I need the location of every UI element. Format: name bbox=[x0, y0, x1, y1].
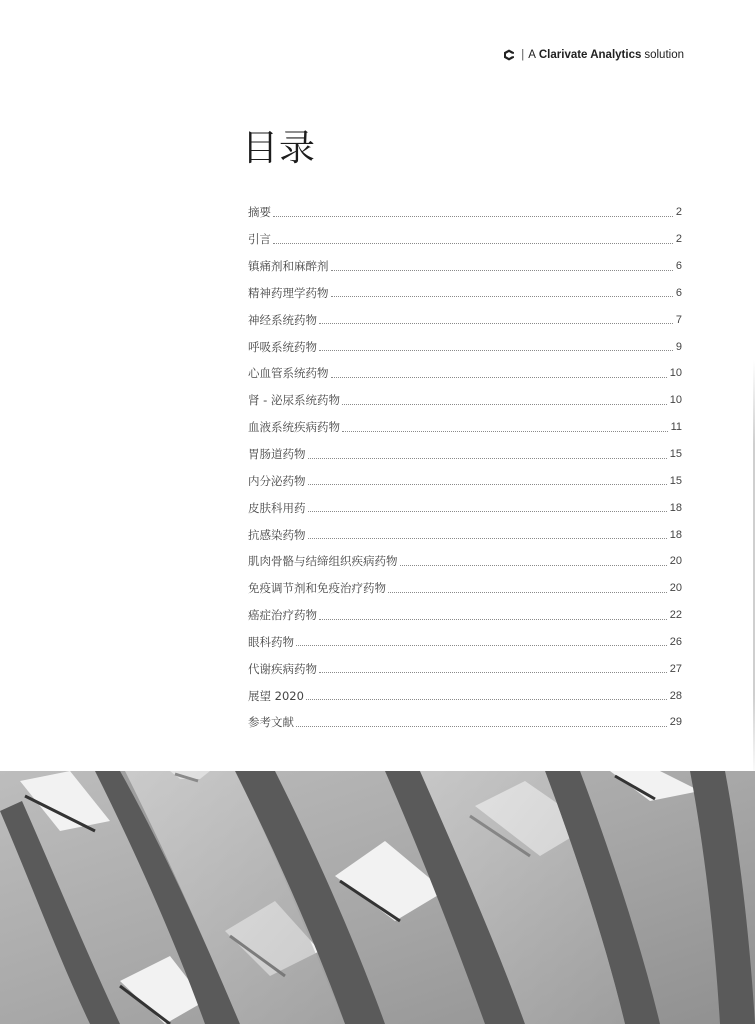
toc-leader-dots bbox=[319, 322, 673, 324]
toc-leader-dots bbox=[319, 671, 667, 673]
toc-leader-dots bbox=[308, 483, 667, 485]
toc-leader-dots bbox=[342, 403, 667, 405]
toc-entry-page: 22 bbox=[669, 609, 682, 622]
toc-entry-label: 免疫调节剂和免疫治疗药物 bbox=[248, 581, 386, 596]
brand-name: Clarivate Analytics bbox=[538, 49, 642, 61]
toc-entry-label: 内分泌药物 bbox=[248, 473, 306, 488]
toc-leader-dots bbox=[306, 698, 667, 700]
toc-entry-page: 18 bbox=[669, 501, 682, 514]
toc-leader-dots bbox=[296, 644, 667, 646]
toc-entry-label: 参考文献 bbox=[248, 715, 294, 730]
toc-leader-dots bbox=[273, 215, 673, 217]
toc-entry[interactable] bbox=[248, 333, 682, 360]
toc-entry[interactable] bbox=[248, 414, 682, 441]
toc-entry-label: 引言 bbox=[248, 232, 271, 247]
toc-entry[interactable] bbox=[248, 199, 682, 226]
toc-entry-label: 精神药理学药物 bbox=[248, 285, 329, 300]
toc-leader-dots bbox=[400, 564, 667, 566]
toc-entry-page: 2 bbox=[675, 233, 682, 246]
toc-leader-dots bbox=[273, 242, 673, 244]
toc-entry-page: 7 bbox=[675, 313, 682, 326]
toc-entry-label: 摘要 bbox=[248, 205, 271, 220]
toc-entry-page: 6 bbox=[675, 260, 682, 273]
toc-entry[interactable] bbox=[248, 548, 682, 575]
toc-entry-label: 癌症治疗药物 bbox=[248, 608, 317, 623]
toc-entry[interactable] bbox=[248, 306, 682, 333]
toc-entry-label: 心血管系统药物 bbox=[248, 366, 329, 381]
toc-leader-dots bbox=[342, 430, 668, 432]
toc-entry-label: 镇痛剂和麻醉剂 bbox=[248, 259, 329, 274]
toc-leader-dots bbox=[308, 510, 667, 512]
toc-entry-label: 代谢疾病药物 bbox=[248, 661, 317, 676]
toc-entry-page: 20 bbox=[669, 555, 682, 568]
toc-entry-page: 6 bbox=[675, 286, 682, 299]
toc-entry[interactable] bbox=[248, 494, 682, 521]
architecture-photo bbox=[0, 771, 755, 1024]
toc-leader-dots bbox=[308, 537, 667, 539]
toc-entry[interactable] bbox=[248, 629, 682, 656]
toc-entry[interactable] bbox=[248, 441, 682, 468]
toc-entry-page: 20 bbox=[669, 582, 682, 595]
toc-leader-dots bbox=[296, 725, 667, 727]
toc-entry-label: 肌肉骨骼与结缔组织疾病药物 bbox=[248, 554, 398, 569]
header-separator: | bbox=[521, 49, 525, 61]
toc-leader-dots bbox=[331, 295, 673, 297]
toc-entry[interactable] bbox=[248, 280, 682, 307]
toc-entry[interactable] bbox=[248, 253, 682, 280]
toc-entry[interactable] bbox=[248, 226, 682, 253]
toc-leader-dots bbox=[388, 591, 667, 593]
clarivate-logo-icon bbox=[503, 49, 515, 61]
toc-entry[interactable] bbox=[248, 682, 682, 709]
toc-entry-page: 28 bbox=[669, 689, 682, 702]
brand-suffix: solution bbox=[644, 49, 684, 61]
toc-entry-page: 27 bbox=[669, 662, 682, 675]
toc-entry-page: 15 bbox=[669, 474, 682, 487]
toc-entry[interactable] bbox=[248, 467, 682, 494]
toc-entry-page: 18 bbox=[669, 528, 682, 541]
header bbox=[503, 47, 684, 63]
toc-entry-label: 皮肤科用药 bbox=[248, 500, 306, 515]
toc-entry-label: 神经系统药物 bbox=[248, 312, 317, 327]
toc-entry-page: 15 bbox=[669, 448, 682, 461]
toc-entry-label: 抗感染药物 bbox=[248, 527, 306, 542]
toc-leader-dots bbox=[331, 376, 667, 378]
table-of-contents bbox=[248, 199, 682, 736]
toc-entry-page: 11 bbox=[670, 421, 682, 434]
toc-entry[interactable] bbox=[248, 602, 682, 629]
toc-entry[interactable] bbox=[248, 575, 682, 602]
toc-leader-dots bbox=[308, 457, 667, 459]
toc-entry[interactable] bbox=[248, 709, 682, 736]
toc-entry-page: 2 bbox=[675, 206, 682, 219]
toc-entry-label: 肾 - 泌尿系统药物 bbox=[248, 393, 340, 408]
toc-entry-label: 展望 2020 bbox=[248, 688, 304, 703]
toc-entry[interactable] bbox=[248, 360, 682, 387]
toc-entry-page: 10 bbox=[669, 394, 682, 407]
toc-leader-dots bbox=[319, 349, 673, 351]
toc-entry-label: 眼科药物 bbox=[248, 634, 294, 649]
toc-entry[interactable] bbox=[248, 521, 682, 548]
toc-leader-dots bbox=[331, 269, 673, 271]
toc-entry-label: 胃肠道药物 bbox=[248, 447, 306, 462]
toc-leader-dots bbox=[319, 618, 667, 620]
brand-prefix: A bbox=[528, 49, 536, 61]
toc-entry-label: 呼吸系统药物 bbox=[248, 339, 317, 354]
toc-entry-page: 29 bbox=[669, 716, 682, 729]
toc-entry-label: 血液系统疾病药物 bbox=[248, 420, 340, 435]
toc-entry[interactable] bbox=[248, 387, 682, 414]
toc-entry[interactable] bbox=[248, 655, 682, 682]
toc-entry-page: 10 bbox=[669, 367, 682, 380]
toc-entry-page: 9 bbox=[675, 340, 682, 353]
toc-entry-page: 26 bbox=[669, 635, 682, 648]
page-title: 目录 bbox=[242, 128, 317, 169]
